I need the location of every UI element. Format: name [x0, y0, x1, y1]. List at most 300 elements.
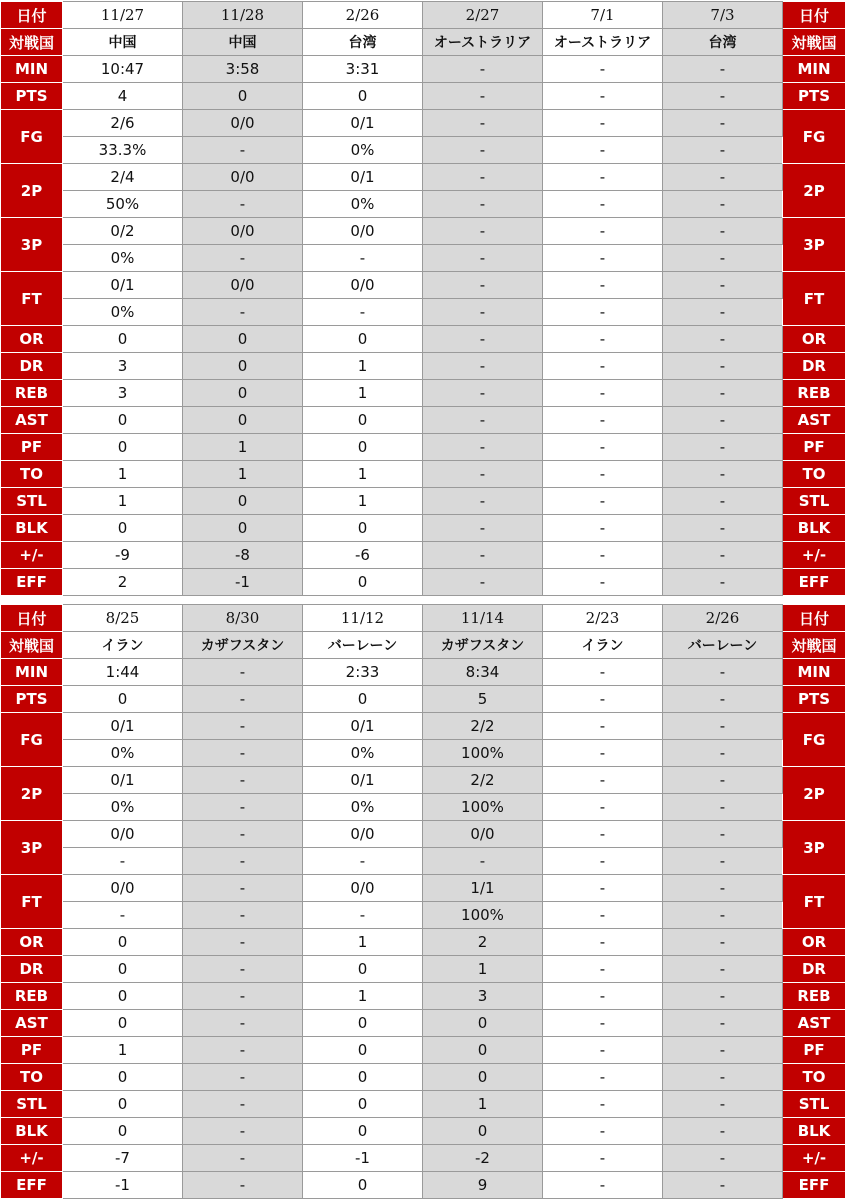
stat-label-stl-right: STL	[783, 1091, 845, 1118]
stat-cell: -	[543, 1118, 663, 1145]
stat-cell: -	[423, 515, 543, 542]
stat-cell: 2/2	[423, 767, 543, 794]
stat-pct-cell: 100%	[423, 740, 543, 767]
stat-cell: -	[183, 875, 303, 902]
stat-cell: -	[663, 218, 783, 245]
stat-cell: -	[543, 821, 663, 848]
stat-cell: 1	[423, 956, 543, 983]
stat-cell: 0	[423, 1064, 543, 1091]
stat-row-blk	[1, 1118, 845, 1145]
opponent-row	[1, 632, 845, 659]
game-date-cell: 7/3	[663, 2, 783, 29]
stat-cell: 0/0	[423, 821, 543, 848]
stat-row-eff	[1, 569, 845, 596]
stat-row-pts	[1, 686, 845, 713]
stat-cell: 0	[303, 515, 423, 542]
game-date-cell: 11/28	[183, 2, 303, 29]
stat-label-blk: BLK	[1, 515, 63, 542]
stat-row-ft	[1, 875, 845, 902]
stat-cell: -	[423, 353, 543, 380]
stat-label-pts-right: PTS	[783, 686, 845, 713]
stat-label-stl: STL	[1, 1091, 63, 1118]
stat-pct-cell: -	[543, 137, 663, 164]
stat-cell: -	[663, 1118, 783, 1145]
stat-cell: 0/1	[303, 164, 423, 191]
stat-row-pf	[1, 434, 845, 461]
stat-cell: -	[543, 380, 663, 407]
stat-label-3p-right: 3P	[783, 821, 845, 875]
stat-cell: -	[183, 1037, 303, 1064]
stat-pct-cell: -	[663, 191, 783, 218]
stat-cell: 5	[423, 686, 543, 713]
stat-pct-cell: -	[543, 245, 663, 272]
stat-row-reb	[1, 380, 845, 407]
stat-cell: 0/0	[63, 821, 183, 848]
stat-cell: 0	[303, 1037, 423, 1064]
row-header-opponent: 対戦国	[1, 632, 63, 659]
stat-cell: -	[663, 659, 783, 686]
stat-row-ft	[1, 272, 845, 299]
stat-cell: -	[663, 1172, 783, 1199]
stat-cell: 0	[303, 407, 423, 434]
stat-cell: 2:33	[303, 659, 423, 686]
stat-label-3p: 3P	[1, 218, 63, 272]
stat-cell: -	[543, 983, 663, 1010]
stat-row-to	[1, 1064, 845, 1091]
stat-cell: -	[663, 686, 783, 713]
stat-pct-cell: -	[423, 299, 543, 326]
row-header-opponent: 対戦国	[1, 29, 63, 56]
stat-label-pts: PTS	[1, 83, 63, 110]
stat-cell: -	[543, 686, 663, 713]
stat-cell: -1	[63, 1172, 183, 1199]
row-header-opponent-right: 対戦国	[783, 632, 845, 659]
stat-cell: -	[663, 1064, 783, 1091]
stat-cell: 0	[303, 1064, 423, 1091]
row-header-opponent-right: 対戦国	[783, 29, 845, 56]
stat-cell: 4	[63, 83, 183, 110]
stat-cell: -	[183, 821, 303, 848]
stat-label-eff: EFF	[1, 569, 63, 596]
stat-cell: 0	[183, 83, 303, 110]
game-date-cell: 11/27	[63, 2, 183, 29]
stat-label-eff: EFF	[1, 1172, 63, 1199]
stat-cell: -	[663, 461, 783, 488]
stat-cell: 0	[303, 1118, 423, 1145]
game-date-cell: 2/27	[423, 2, 543, 29]
game-date-cell: 2/26	[663, 605, 783, 632]
game-opponent-cell: 中国	[183, 29, 303, 56]
stat-cell: -	[423, 407, 543, 434]
stat-pct-cell: 0%	[63, 794, 183, 821]
stat-pct-cell: -	[543, 191, 663, 218]
stat-label-or: OR	[1, 326, 63, 353]
stat-cell: 0	[183, 407, 303, 434]
stat-cell: -	[663, 713, 783, 740]
stat-cell: 3:58	[183, 56, 303, 83]
stat-row-reb	[1, 983, 845, 1010]
row-header-date-right: 日付	[783, 2, 845, 29]
stat-cell: 1	[303, 983, 423, 1010]
stat-row-dr	[1, 956, 845, 983]
stat-pct-cell: -	[423, 245, 543, 272]
stat-cell: -	[663, 407, 783, 434]
stat-cell: 0/1	[303, 767, 423, 794]
stat-cell: 0	[63, 1118, 183, 1145]
stat-pct-cell: 33.3%	[63, 137, 183, 164]
stat-cell: -	[423, 110, 543, 137]
stat-pct-cell: -	[303, 848, 423, 875]
stat-cell: 1	[183, 434, 303, 461]
stat-cell: 0	[303, 1172, 423, 1199]
stat-cell: 0	[183, 380, 303, 407]
stats-table-top	[0, 1, 845, 596]
stat-cell: -	[543, 326, 663, 353]
stat-cell: 0/0	[183, 110, 303, 137]
stat-pct-cell: -	[663, 137, 783, 164]
stat-cell: 0/0	[303, 821, 423, 848]
stat-cell: 2/4	[63, 164, 183, 191]
stat-cell: 0	[303, 956, 423, 983]
stat-cell: -	[663, 434, 783, 461]
stat-cell: 0	[183, 515, 303, 542]
stat-cell: 0	[63, 1010, 183, 1037]
stat-cell: 2/2	[423, 713, 543, 740]
stat-row-2p-pct	[1, 794, 845, 821]
row-header-date-right: 日付	[783, 605, 845, 632]
stat-label-3p: 3P	[1, 821, 63, 875]
stat-cell: 1	[303, 488, 423, 515]
game-date-cell: 2/23	[543, 605, 663, 632]
stat-row-to	[1, 461, 845, 488]
game-date-cell: 8/25	[63, 605, 183, 632]
stat-cell: 0/2	[63, 218, 183, 245]
stat-label-eff-right: EFF	[783, 1172, 845, 1199]
stat-label-stl-right: STL	[783, 488, 845, 515]
stat-cell: 0	[63, 434, 183, 461]
stat-label-pts: PTS	[1, 686, 63, 713]
game-opponent-cell: カザフスタン	[183, 632, 303, 659]
stat-cell: 0	[63, 326, 183, 353]
stat-pct-cell: -	[183, 902, 303, 929]
game-opponent-cell: 台湾	[663, 29, 783, 56]
stat-cell: -	[183, 1118, 303, 1145]
stat-pct-cell: 0%	[303, 137, 423, 164]
stat-row-ft-pct	[1, 902, 845, 929]
stat-label-2p: 2P	[1, 164, 63, 218]
stats-table-bottom	[0, 604, 845, 1199]
stat-row-2p	[1, 767, 845, 794]
stat-cell: -	[543, 407, 663, 434]
stat-label-blk-right: BLK	[783, 515, 845, 542]
stat-row-min	[1, 659, 845, 686]
stat-cell: 0	[63, 983, 183, 1010]
stat-cell: -	[663, 515, 783, 542]
stat-label-reb: REB	[1, 380, 63, 407]
stat-cell: 0	[303, 83, 423, 110]
stat-cell: 8:34	[423, 659, 543, 686]
stat-cell: 0/0	[183, 272, 303, 299]
stat-cell: 0	[63, 1091, 183, 1118]
stat-label-pf: PF	[1, 1037, 63, 1064]
stat-cell: -	[663, 542, 783, 569]
stat-cell: -	[663, 164, 783, 191]
stat-cell: -	[423, 326, 543, 353]
stat-pct-cell: 0%	[303, 740, 423, 767]
stat-cell: -	[663, 1145, 783, 1172]
stat-cell: -	[183, 1172, 303, 1199]
stat-label-ast: AST	[1, 1010, 63, 1037]
stat-label-blk: BLK	[1, 1118, 63, 1145]
stat-cell: 10:47	[63, 56, 183, 83]
stat-cell: -	[423, 488, 543, 515]
stat-cell: -	[663, 821, 783, 848]
stat-cell: -	[423, 56, 543, 83]
stat-cell: -	[183, 929, 303, 956]
stat-label-pf: PF	[1, 434, 63, 461]
stat-label-min: MIN	[1, 659, 63, 686]
stat-cell: -	[663, 488, 783, 515]
stat-row-blk	[1, 515, 845, 542]
stat-row-3p-pct	[1, 848, 845, 875]
stat-row-or	[1, 326, 845, 353]
stat-row-3p	[1, 821, 845, 848]
stat-cell: 0/0	[183, 218, 303, 245]
stat-cell: 0	[423, 1037, 543, 1064]
game-date-cell: 8/30	[183, 605, 303, 632]
stat-label-reb-right: REB	[783, 983, 845, 1010]
stat-cell: -	[543, 1010, 663, 1037]
stat-pct-cell: 0%	[63, 245, 183, 272]
game-opponent-cell: カザフスタン	[423, 632, 543, 659]
stat-cell: 1	[63, 488, 183, 515]
stat-label-to: TO	[1, 461, 63, 488]
stat-label-dr-right: DR	[783, 956, 845, 983]
stat-label-ft: FT	[1, 272, 63, 326]
stat-pct-cell: -	[183, 299, 303, 326]
game-opponent-cell: 台湾	[303, 29, 423, 56]
stat-cell: -	[663, 767, 783, 794]
stat-row-stl	[1, 1091, 845, 1118]
stat-pct-cell: -	[423, 137, 543, 164]
stat-cell: 3	[63, 353, 183, 380]
stat-cell: 0/1	[303, 713, 423, 740]
stat-row-fg	[1, 713, 845, 740]
stat-cell: 0	[63, 1064, 183, 1091]
stat-cell: 1	[303, 380, 423, 407]
stat-pct-cell: -	[663, 299, 783, 326]
stat-label-min: MIN	[1, 56, 63, 83]
stat-cell: 0/1	[63, 767, 183, 794]
stat-cell: -	[543, 164, 663, 191]
stat-pct-cell: 0%	[63, 740, 183, 767]
stat-cell: 1	[63, 1037, 183, 1064]
stat-cell: -	[543, 569, 663, 596]
stat-pct-cell: -	[423, 191, 543, 218]
stat-label-fg-right: FG	[783, 110, 845, 164]
stat-cell: -	[423, 83, 543, 110]
stat-cell: -	[423, 461, 543, 488]
stat-label-to: TO	[1, 1064, 63, 1091]
stat-cell: -	[423, 164, 543, 191]
stat-pct-cell: -	[543, 299, 663, 326]
stat-cell: 1	[303, 929, 423, 956]
stat-cell: 0	[183, 488, 303, 515]
stat-cell: -	[183, 659, 303, 686]
stat-cell: 0	[303, 434, 423, 461]
stat-cell: 0	[303, 569, 423, 596]
stat-cell: 1	[303, 461, 423, 488]
stat-cell: 2	[423, 929, 543, 956]
stat-cell: -1	[303, 1145, 423, 1172]
stat-pct-cell: -	[303, 245, 423, 272]
stat-row-pts	[1, 83, 845, 110]
stat-cell: 3	[423, 983, 543, 1010]
stat-label-to-right: TO	[783, 1064, 845, 1091]
stat-cell: -	[543, 1037, 663, 1064]
stat-pct-cell: -	[303, 299, 423, 326]
stat-pct-cell: -	[423, 848, 543, 875]
stat-cell: 3:31	[303, 56, 423, 83]
stat-cell: -	[183, 713, 303, 740]
stat-row-3p	[1, 218, 845, 245]
stat-label-2p: 2P	[1, 767, 63, 821]
stat-label-reb: REB	[1, 983, 63, 1010]
stat-label-ast-right: AST	[783, 1010, 845, 1037]
stat-cell: -	[543, 56, 663, 83]
stat-cell: -	[543, 929, 663, 956]
stat-row-dr	[1, 353, 845, 380]
stat-cell: -	[543, 1091, 663, 1118]
stat-pct-cell: -	[183, 794, 303, 821]
stat-cell: 0	[63, 686, 183, 713]
stat-row-fg-pct	[1, 137, 845, 164]
stat-cell: -	[543, 110, 663, 137]
stat-cell: -	[423, 272, 543, 299]
stat-cell: 0	[423, 1118, 543, 1145]
stat-label-stl: STL	[1, 488, 63, 515]
stat-cell: -	[543, 488, 663, 515]
stat-cell: 0/0	[303, 875, 423, 902]
stat-label-pf-right: PF	[783, 1037, 845, 1064]
stat-cell: 1	[303, 353, 423, 380]
stat-label-ast-right: AST	[783, 407, 845, 434]
stat-label-2p-right: 2P	[783, 164, 845, 218]
stat-pct-cell: 100%	[423, 794, 543, 821]
stat-row-pm	[1, 1145, 845, 1172]
opponent-row	[1, 29, 845, 56]
stat-label-or-right: OR	[783, 326, 845, 353]
stat-cell: -	[183, 1145, 303, 1172]
stat-label-fg: FG	[1, 713, 63, 767]
stat-cell: -	[423, 218, 543, 245]
stat-cell: 0	[63, 929, 183, 956]
stat-row-2p	[1, 164, 845, 191]
stat-cell: 1/1	[423, 875, 543, 902]
stat-cell: -	[543, 767, 663, 794]
stat-cell: 0	[63, 515, 183, 542]
stat-label-ft-right: FT	[783, 875, 845, 929]
stat-label-to-right: TO	[783, 461, 845, 488]
stat-cell: 1	[63, 461, 183, 488]
stat-cell: -	[543, 515, 663, 542]
stat-label-eff-right: EFF	[783, 569, 845, 596]
game-opponent-cell: イラン	[63, 632, 183, 659]
stat-label-min-right: MIN	[783, 56, 845, 83]
stat-label-3p-right: 3P	[783, 218, 845, 272]
stat-row-stl	[1, 488, 845, 515]
stat-row-fg	[1, 110, 845, 137]
game-opponent-cell: オーストラリア	[543, 29, 663, 56]
stat-cell: 2/6	[63, 110, 183, 137]
stat-cell: 0	[183, 326, 303, 353]
stat-cell: -9	[63, 542, 183, 569]
stat-cell: -7	[63, 1145, 183, 1172]
stat-cell: 0/1	[303, 110, 423, 137]
stat-cell: 0/0	[303, 272, 423, 299]
game-date-cell: 7/1	[543, 2, 663, 29]
stat-cell: -	[543, 542, 663, 569]
stat-row-pf	[1, 1037, 845, 1064]
stat-pct-cell: -	[183, 848, 303, 875]
stat-cell: -	[663, 983, 783, 1010]
stat-pct-cell: -	[63, 848, 183, 875]
stat-pct-cell: -	[663, 902, 783, 929]
stat-cell: -	[663, 326, 783, 353]
stat-label-reb-right: REB	[783, 380, 845, 407]
stat-pct-cell: -	[63, 902, 183, 929]
game-opponent-cell: 中国	[63, 29, 183, 56]
stat-pct-cell: -	[663, 245, 783, 272]
stat-cell: -	[183, 1064, 303, 1091]
stat-label-pm-right: +/-	[783, 1145, 845, 1172]
stat-cell: -	[183, 956, 303, 983]
stat-cell: -	[663, 56, 783, 83]
stat-cell: -	[183, 686, 303, 713]
stat-label-pm: +/-	[1, 542, 63, 569]
stat-label-dr: DR	[1, 353, 63, 380]
stat-pct-cell: 100%	[423, 902, 543, 929]
stat-cell: 0	[303, 1010, 423, 1037]
stat-label-pf-right: PF	[783, 434, 845, 461]
game-date-cell: 2/26	[303, 2, 423, 29]
stat-cell: -	[183, 767, 303, 794]
stat-row-pm	[1, 542, 845, 569]
stat-cell: -	[663, 956, 783, 983]
stat-row-eff	[1, 1172, 845, 1199]
stat-pct-cell: 0%	[303, 191, 423, 218]
stat-label-dr: DR	[1, 956, 63, 983]
stat-label-blk-right: BLK	[783, 1118, 845, 1145]
stat-cell: -	[543, 875, 663, 902]
stat-row-ast	[1, 1010, 845, 1037]
stat-cell: 0/0	[183, 164, 303, 191]
stat-cell: 0	[303, 326, 423, 353]
stat-row-ft-pct	[1, 299, 845, 326]
game-opponent-cell: バーレーン	[303, 632, 423, 659]
stat-cell: -	[543, 1064, 663, 1091]
stat-cell: -1	[183, 569, 303, 596]
stat-cell: 0/0	[303, 218, 423, 245]
stat-pct-cell: 0%	[63, 299, 183, 326]
stat-cell: -	[423, 380, 543, 407]
stat-pct-cell: -	[183, 245, 303, 272]
stat-row-min	[1, 56, 845, 83]
stat-label-fg-right: FG	[783, 713, 845, 767]
stat-cell: 0	[303, 686, 423, 713]
stat-cell: -	[663, 1037, 783, 1064]
stat-pct-cell: 50%	[63, 191, 183, 218]
